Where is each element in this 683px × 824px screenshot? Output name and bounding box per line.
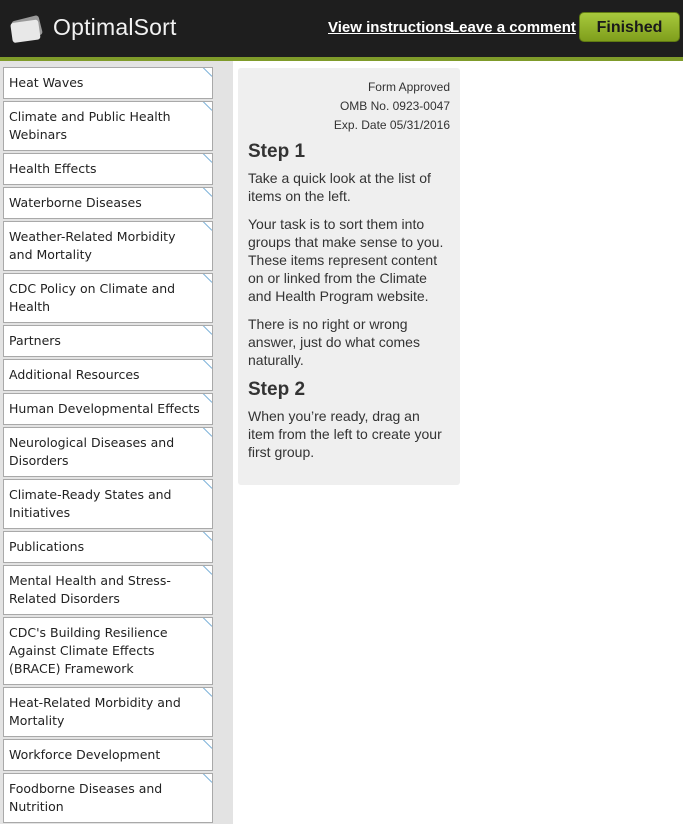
card-label: CDC's Building Resilience Against Climate Effects (BRACE) Framework: [9, 625, 168, 676]
card-corner-icon: [202, 153, 213, 163]
card-list: [0, 61, 233, 824]
card-corner-icon: [202, 565, 213, 575]
card-item[interactable]: [3, 273, 213, 323]
card-label: Workforce Development: [9, 747, 161, 762]
step1-paragraph-1: Take a quick look at the list of items on the left.: [248, 170, 431, 204]
card-item[interactable]: [3, 739, 213, 771]
card-item[interactable]: [3, 565, 213, 615]
card-corner-icon: [202, 359, 213, 369]
card-corner-icon: [202, 739, 213, 749]
card-label: Mental Health and Stress-Related Disorders: [9, 573, 171, 606]
leave-comment-link[interactable]: Leave a comment: [450, 19, 576, 36]
cards-logo-icon: [7, 10, 47, 46]
card-item[interactable]: [3, 479, 213, 529]
card-corner-icon: [202, 221, 213, 231]
card-corner-icon: [202, 427, 213, 437]
form-approved-text: Form Approved: [367, 80, 450, 94]
step2-heading: Step 2: [248, 379, 306, 400]
view-instructions-link[interactable]: View instructions: [328, 19, 452, 36]
expiration-date-text: Exp. Date 05/31/2016: [333, 118, 450, 132]
top-bar: [0, 0, 683, 57]
card-label: Waterborne Diseases: [9, 195, 142, 210]
card-corner-icon: [202, 393, 213, 403]
omb-number-text: OMB No. 0923-0047: [339, 99, 450, 113]
card-item[interactable]: [3, 221, 213, 271]
card-corner-icon: [202, 273, 213, 283]
card-label: Weather-Related Morbidity and Mortality: [9, 229, 176, 262]
card-label: Health Effects: [9, 161, 97, 176]
card-corner-icon: [202, 325, 213, 335]
card-item[interactable]: [3, 359, 213, 391]
step1-paragraph-3: There is no right or wrong answer, just do what comes naturally.: [248, 316, 420, 368]
card-item[interactable]: [3, 393, 213, 425]
step1-paragraph-2: Your task is to sort them into groups that make sense to you. These items represent content on or linked from the Climate and Health Program website.: [248, 216, 444, 304]
card-corner-icon: [202, 67, 213, 77]
card-corner-icon: [202, 617, 213, 627]
card-corner-icon: [202, 687, 213, 697]
instructions-panel: [238, 68, 460, 485]
card-item[interactable]: [3, 427, 213, 477]
card-item[interactable]: [3, 687, 213, 737]
card-label: Publications: [9, 539, 85, 554]
card-label: Climate and Public Health Webinars: [9, 109, 171, 142]
card-label: CDC Policy on Climate and Health: [9, 281, 176, 314]
card-label: Heat Waves: [9, 75, 84, 90]
card-label: Foodborne Diseases and Nutrition: [9, 781, 163, 814]
card-item[interactable]: [3, 617, 213, 685]
card-label: Heat-Related Morbidity and Mortality: [9, 695, 181, 728]
card-corner-icon: [202, 479, 213, 489]
step1-heading: Step 1: [248, 141, 306, 162]
finished-button[interactable]: Finished: [579, 12, 680, 42]
card-item[interactable]: [3, 773, 213, 823]
card-corner-icon: [202, 773, 213, 783]
card-item[interactable]: [3, 531, 213, 563]
card-item[interactable]: [3, 153, 213, 185]
card-label: Additional Resources: [9, 367, 140, 382]
card-label: Human Developmental Effects: [9, 401, 200, 416]
app-logo-text: OptimalSort: [53, 14, 177, 40]
card-item[interactable]: [3, 101, 213, 151]
card-item[interactable]: [3, 67, 213, 99]
card-label: Partners: [9, 333, 61, 348]
card-label: Climate-Ready States and Initiatives: [9, 487, 172, 520]
card-item[interactable]: [3, 187, 213, 219]
step2-paragraph-1: When you’re ready, drag an item from the left to create your first group.: [248, 408, 442, 460]
card-label: Neurological Diseases and Disorders: [9, 435, 175, 468]
card-corner-icon: [202, 531, 213, 541]
card-corner-icon: [202, 101, 213, 111]
card-corner-icon: [202, 187, 213, 197]
card-item[interactable]: [3, 325, 213, 357]
